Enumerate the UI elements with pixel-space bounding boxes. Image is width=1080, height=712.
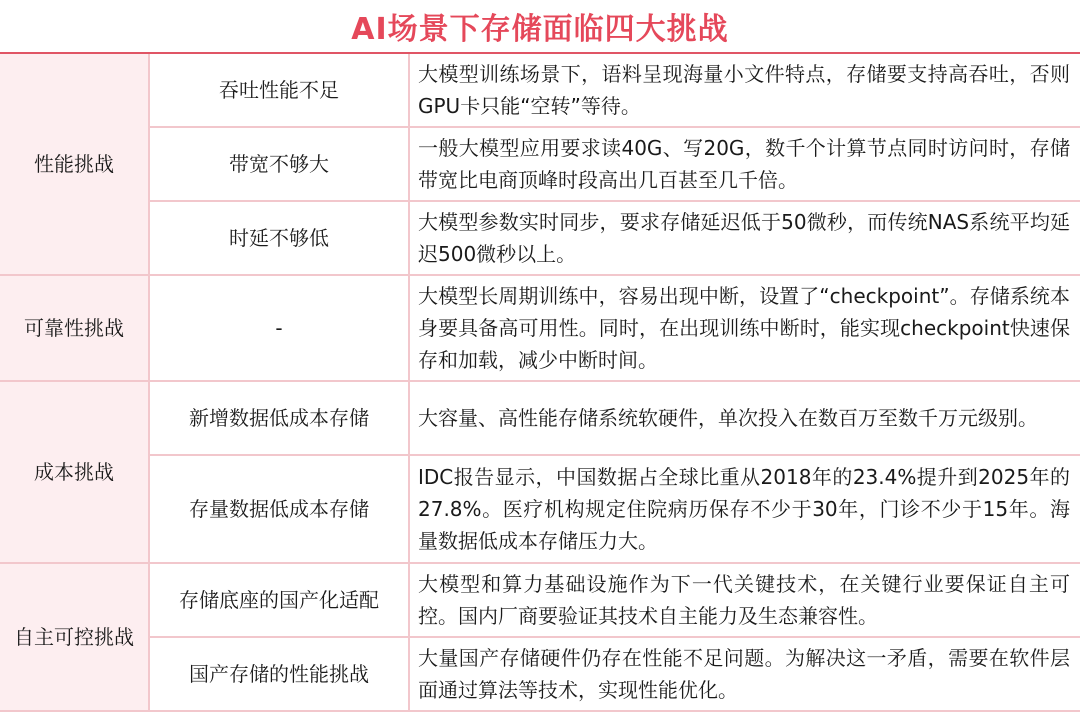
category-reliability: 可靠性挑战 — [0, 276, 150, 382]
description-cell: 大模型参数实时同步，要求存储延迟低于50微秒，而传统NAS系统平均延迟500微秒以上。 — [410, 202, 1080, 276]
description-cell: 大模型长周期训练中，容易出现中断，设置了“checkpoint”。存储系统本身要具备高可用性。同时，在出现训练中断时，能实现checkpoint快速保存和加载，减少中断时间。 — [410, 276, 1080, 382]
subcategory-cell: 存储底座的国产化适配 — [150, 564, 410, 638]
subcategory-cell: 存量数据低成本存储 — [150, 456, 410, 564]
title-bar — [0, 0, 1080, 54]
challenges-table — [0, 54, 1080, 710]
subcategory-cell: 时延不够低 — [150, 202, 410, 276]
page-title: AI场景下存储面临四大挑战 — [351, 12, 729, 47]
subcategory-cell: 吞吐性能不足 — [150, 54, 410, 128]
description-cell: 大模型和算力基础设施作为下一代关键技术，在关键行业要保证自主可控。国内厂商要验证其技术自主能力及生态兼容性。 — [410, 564, 1080, 638]
category-cost: 成本挑战 — [0, 382, 150, 564]
category-performance: 性能挑战 — [0, 54, 150, 276]
description-cell: 大模型训练场景下，语料呈现海量小文件特点，存储要支持高吞吐，否则GPU卡只能“空转”等待。 — [410, 54, 1080, 128]
description-cell: 一般大模型应用要求读40G、写20G，数千个计算节点同时访问时，存储带宽比电商顶峰时段高出几百甚至几千倍。 — [410, 128, 1080, 202]
category-autonomy: 自主可控挑战 — [0, 564, 150, 712]
subcategory-cell: - — [150, 276, 410, 382]
description-cell: 大容量、高性能存储系统软硬件，单次投入在数百万至数千万元级别。 — [410, 382, 1080, 456]
subcategory-cell: 国产存储的性能挑战 — [150, 638, 410, 712]
description-cell: 大量国产存储硬件仍存在性能不足问题。为解决这一矛盾，需要在软件层面通过算法等技术，实现性能优化。 — [410, 638, 1080, 712]
subcategory-cell: 带宽不够大 — [150, 128, 410, 202]
subcategory-cell: 新增数据低成本存储 — [150, 382, 410, 456]
description-cell: IDC报告显示，中国数据占全球比重从2018年的23.4%提升到2025年的27.8%。医疗机构规定住院病历保存不少于30年，门诊不少于15年。海量数据低成本存储压力大。 — [410, 456, 1080, 564]
